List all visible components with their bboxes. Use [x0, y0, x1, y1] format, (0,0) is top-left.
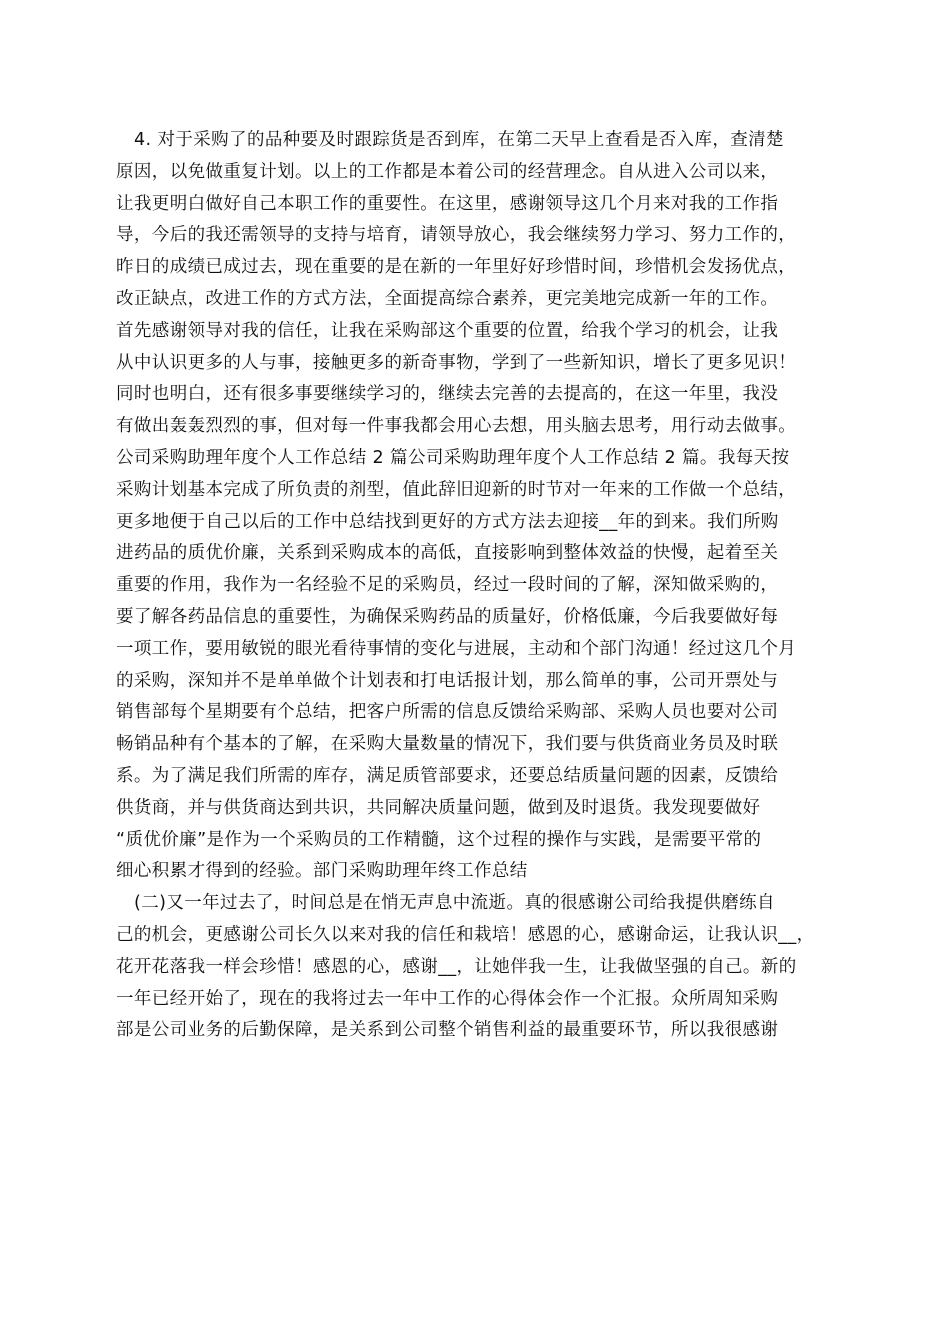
document-body-text — [116, 125, 841, 1047]
text-line: 有做出轰轰烈烈的事，但对每一件事我都会用心去想，用头脑去思考，用行动去做事。 — [116, 416, 797, 437]
text-line: 一年已经开始了，现在的我将过去一年中工作的心得体会作一个汇报。众所周知采购 — [116, 988, 779, 1009]
text-line: (二)又一年过去了，时间总是在悄无声息中流逝。真的很感谢公司给我提供磨练自 — [134, 893, 775, 914]
text-line: 让我更明白做好自己本职工作的重要性。在这里，感谢领导这几个月来对我的工作指 — [116, 193, 779, 214]
text-line: 4. 对于采购了的品种要及时跟踪货是否到库，在第二天早上查看是否入库，查清楚 — [134, 130, 784, 150]
text-line: 原因，以免做重复计划。以上的工作都是本着公司的经营理念。自从进入公司以来， — [116, 161, 779, 182]
text-line: 的采购，深知并不是单单做个计划表和打电话报计划，那么简单的事，公司开票处与 — [116, 670, 779, 691]
text-line: 同时也明白，还有很多事要继续学习的，继续去完善的去提高的，在这一年里，我没 — [116, 384, 779, 405]
text-line: 细心积累才得到的经验。部门采购助理年终工作总结 — [116, 861, 528, 882]
text-line: 从中认识更多的人与事，接触更多的新奇事物，学到了一些新知识，增长了更多见识！ — [116, 352, 797, 373]
text-line: 改正缺点，改进工作的方式方法，全面提高综合素养，更完美地完成新一年的工作。 — [116, 288, 779, 309]
text-line: 昨日的成绩已成过去，现在重要的是在新的一年里好好珍惜时间，珍惜机会发扬优点， — [116, 257, 797, 278]
text-line: 更多地便于自己以后的工作中总结找到更好的方式方法去迎接__年的到来。我们所购 — [116, 511, 779, 532]
text-line: 重要的作用，我作为一名经验不足的采购员，经过一段时间的了解，深知做采购的， — [116, 575, 779, 596]
text-line: 进药品的质优价廉，关系到采购成本的高低，直接影响到整体效益的快慢，起着至关 — [116, 543, 779, 564]
text-line: 要了解各药品信息的重要性，为确保采购药品的质量好，价格低廉，今后我要做好每 — [116, 606, 779, 627]
text-line: 己的机会，更感谢公司长久以来对我的信任和栽培！感恩的心，感谢命运，让我认识__， — [116, 924, 815, 945]
text-line: 销售部每个星期要有个总结，把客户所需的信息反馈给采购部、采购人员也要对公司 — [116, 702, 779, 723]
text-line: 供货商，并与供货商达到共识，共同解决质量问题，做到及时退货。我发现要做好 — [116, 797, 761, 818]
text-line: 导，今后的我还需领导的支持与培育，请领导放心，我会继续努力学习、努力工作的， — [116, 225, 797, 246]
text-line: “质优价廉”是作为一个采购员的工作精髓，这个过程的操作与实践，是需要平常的 — [116, 829, 762, 850]
text-line: 首先感谢领导对我的信任，让我在采购部这个重要的位置，给我个学习的机会，让我 — [116, 320, 779, 341]
text-line: 采购计划基本完成了所负责的剂型，值此辞旧迎新的时节对一年来的工作做一个总结， — [116, 479, 797, 500]
text-line: 部是公司业务的后勤保障，是关系到公司整个销售利益的最重要环节，所以我很感谢 — [116, 1020, 779, 1041]
text-line: 一项工作，要用敏锐的眼光看待事情的变化与进展，主动和个部门沟通！经过这几个月 — [116, 638, 797, 659]
text-line: 花开花落我一样会珍惜！感恩的心，感谢__，让她伴我一生，让我做坚强的自己。新的 — [116, 956, 797, 977]
text-line: 公司采购助理年度个人工作总结 2 篇公司采购助理年度个人工作总结 2 篇。我每天按 — [116, 447, 790, 468]
text-line: 系。为了满足我们所需的库存，满足质管部要求，还要总结质量问题的因素，反馈给 — [116, 765, 779, 786]
text-line: 畅销品种有个基本的了解，在采购大量数量的情况下，我们要与供货商业务员及时联 — [116, 734, 779, 755]
